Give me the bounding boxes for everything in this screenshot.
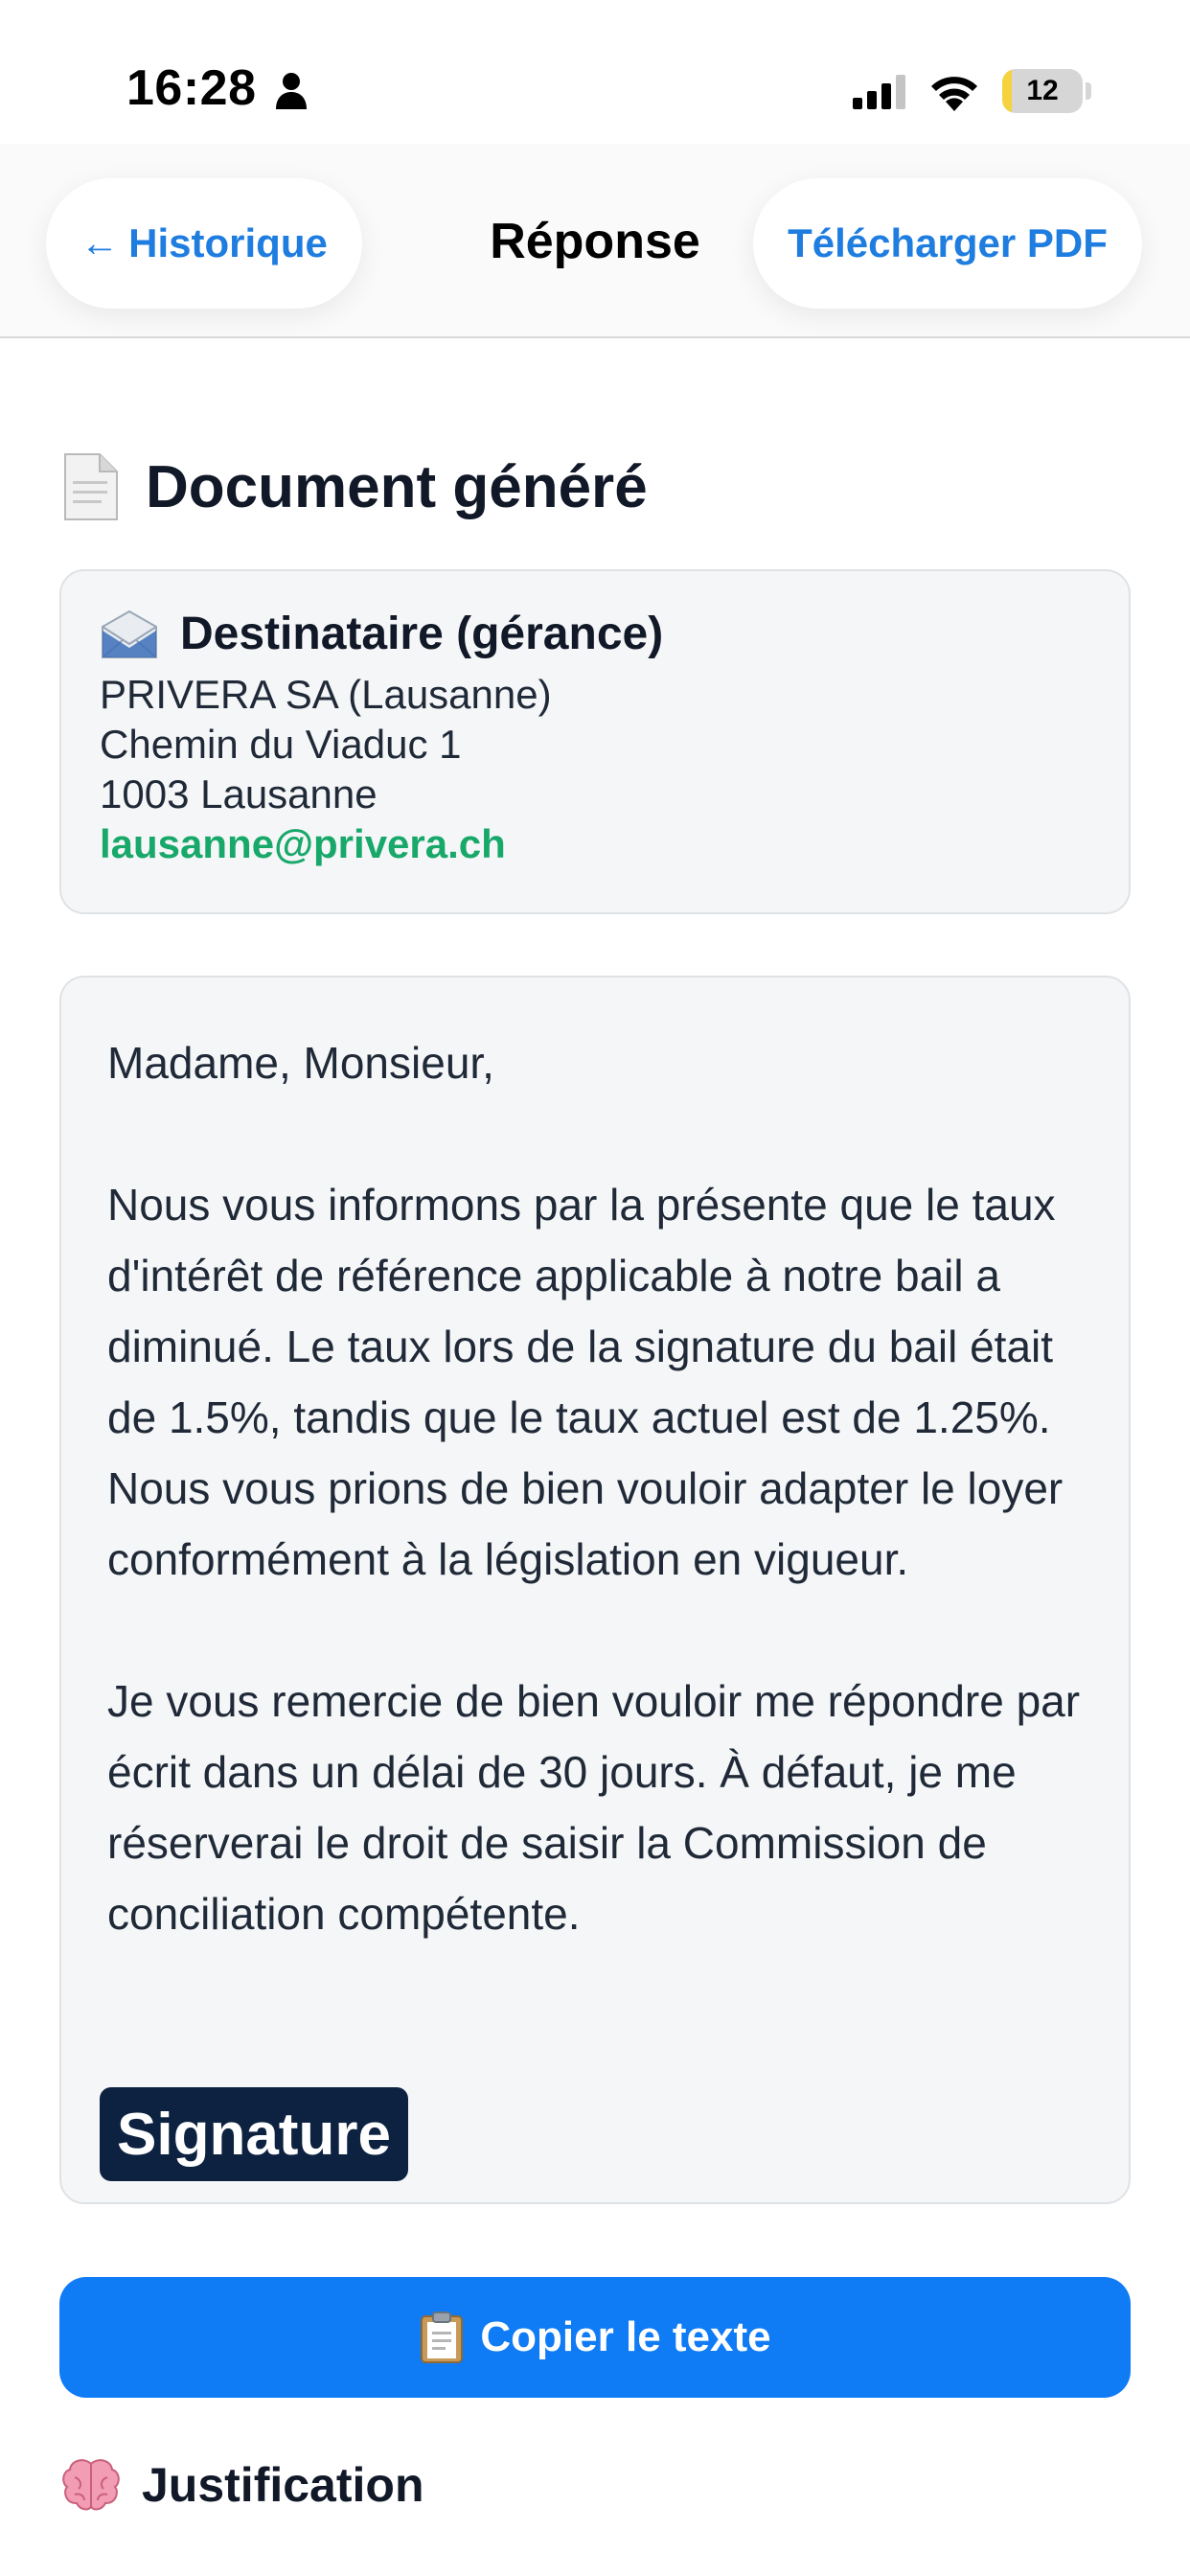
navigation-bar	[0, 144, 1190, 338]
copy-text-label: Copier le texte	[480, 2313, 771, 2360]
recipient-city: 1003 Lausanne	[100, 771, 378, 816]
battery-icon	[1002, 69, 1083, 113]
back-arrow-icon: ←	[80, 221, 120, 264]
clipboard-icon	[419, 2311, 465, 2364]
download-pdf-button[interactable]	[753, 178, 1142, 309]
signature-badge: Signature	[100, 2087, 408, 2181]
page-title: Réponse	[490, 214, 700, 269]
recipient-name: PRIVERA SA (Lausanne)	[100, 672, 552, 717]
recipient-title-text: Destinataire (gérance)	[180, 609, 664, 659]
recipient-email-link[interactable]: lausanne@privera.ch	[100, 821, 506, 866]
person-icon	[274, 71, 309, 109]
battery-tip	[1086, 82, 1091, 100]
justification-heading	[61, 2457, 423, 2513]
brain-icon	[61, 2458, 121, 2512]
document-icon	[61, 452, 121, 521]
download-pdf-label: Télécharger PDF	[788, 220, 1108, 265]
status-time: 16:28	[126, 60, 257, 116]
document-heading	[61, 452, 648, 521]
letter-card	[59, 976, 1131, 2204]
envelope-icon	[100, 610, 159, 659]
back-button-label: Historique	[128, 220, 328, 265]
document-heading-text: Document généré	[146, 453, 648, 520]
recipient-street: Chemin du Viaduc 1	[100, 722, 462, 767]
battery-level: 12	[1026, 75, 1059, 106]
recipient-title	[100, 608, 1090, 660]
letter-paragraph: Nous vous informons par la présente que le taux d'intérêt de référence applicable à notre bail a diminué. Le taux lors de la signature du bail était de 1.5%, tandis que le taux actuel est de 1.25%. Nous vous prions de bien vouloir adapter le loyer conformément à la législation en vigueur.	[107, 1180, 1064, 1584]
letter-greeting: Madame, Monsieur,	[107, 1038, 494, 1088]
justification-heading-text: Justification	[142, 2458, 424, 2512]
status-bar	[0, 0, 1190, 144]
back-button[interactable]	[46, 178, 362, 309]
letter-paragraph: Je vous remercie de bien vouloir me répondre par écrit dans un délai de 30 jours. À défaut, je me réserverai le droit de saisir la Commission de conciliation compétente.	[107, 1676, 1081, 1939]
recipient-card	[59, 569, 1131, 914]
cellular-signal-icon	[853, 75, 908, 109]
copy-text-button[interactable]	[59, 2277, 1131, 2398]
wifi-icon	[927, 71, 981, 111]
